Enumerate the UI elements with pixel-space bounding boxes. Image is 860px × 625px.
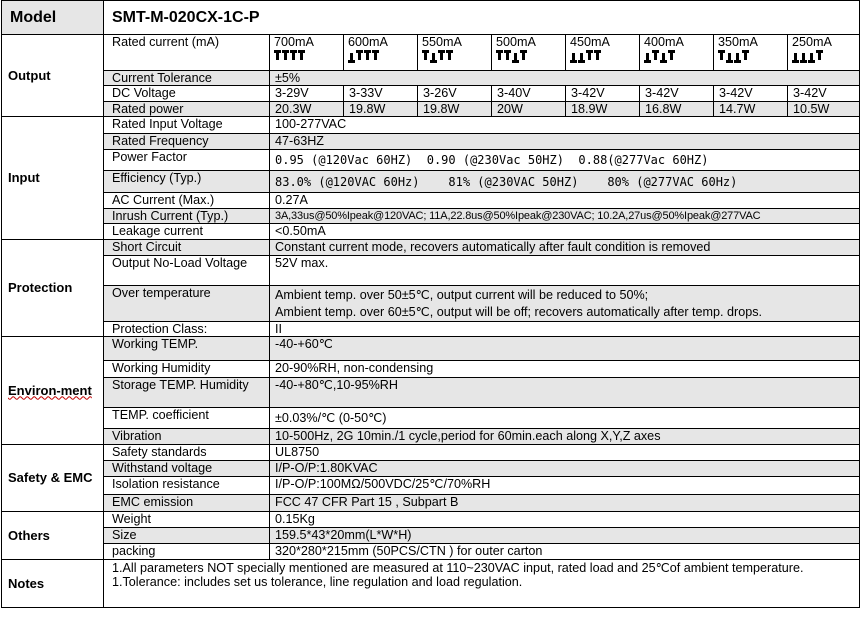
category-others: Others xyxy=(2,512,104,560)
dip-switch-position-icon xyxy=(586,50,592,63)
param-safety-standards: Safety standards xyxy=(104,445,270,461)
param-inrush-current: Inrush Current (Typ.) xyxy=(104,209,270,224)
category-safety-emc: Safety & EMC xyxy=(2,445,104,512)
param-vibration: Vibration xyxy=(104,429,270,445)
param-over-temperature: Over temperature xyxy=(104,286,270,322)
dip-switch-icon xyxy=(496,50,565,63)
note-line: 1.Tolerance: includes set us tolerance, line regulation and load regulation. xyxy=(112,575,523,589)
value-dc-voltage: 3-42V xyxy=(788,86,860,102)
category-environment-label: Environ-ment xyxy=(8,382,92,398)
value-dc-voltage: 3-33V xyxy=(344,86,418,102)
param-withstand-voltage: Withstand voltage xyxy=(104,461,270,477)
param-working-temp: Working TEMP. xyxy=(104,337,270,361)
value-withstand-voltage: I/P-O/P:1.80KVAC xyxy=(270,461,860,477)
value-rated-power: 16.8W xyxy=(640,102,714,117)
param-no-load-voltage: Output No-Load Voltage xyxy=(104,256,270,286)
param-working-humidity: Working Humidity xyxy=(104,361,270,378)
dip-switch-position-icon xyxy=(356,50,362,63)
dip-switch-position-icon xyxy=(290,50,296,63)
value-vibration: 10-500Hz, 2G 10min./1 cycle,period for 60min.each along X,Y,Z axes xyxy=(270,429,860,445)
dip-switch-position-icon xyxy=(438,50,444,63)
value-tolerance: ±5% xyxy=(270,71,860,86)
over-temp-line: Ambient temp. over 60±5℃, output will be off; recovers automatically after temp. drops. xyxy=(275,305,763,319)
dip-switch-position-icon xyxy=(274,50,280,63)
param-rated-current: Rated current (mA) xyxy=(104,35,270,71)
param-frequency: Rated Frequency xyxy=(104,134,270,150)
notes-content xyxy=(104,560,860,608)
value-rated-power: 20.3W xyxy=(270,102,344,117)
dip-switch-position-icon xyxy=(652,50,658,63)
model-label: Model xyxy=(2,1,104,35)
dip-switch-position-icon xyxy=(726,50,732,63)
value-safety-standards: UL8750 xyxy=(270,445,860,461)
param-isolation-resistance: Isolation resistance xyxy=(104,477,270,495)
value-dc-voltage: 3-42V xyxy=(566,86,640,102)
channel-label: 500mA xyxy=(496,35,536,49)
value-input-voltage: 100-277VAC xyxy=(270,117,860,134)
dip-switch-position-icon xyxy=(520,50,526,63)
dip-switch-position-icon xyxy=(734,50,740,63)
channel-cell xyxy=(418,35,492,71)
note-line: 1.All parameters NOT specially mentioned are measured at 110~230VAC input, rated load and 25℃of ambient temperature. xyxy=(112,561,804,575)
value-temp-coefficient: ±0.03%/℃ (0-50℃) xyxy=(270,408,860,429)
model-value: SMT-M-020CX-1C-P xyxy=(104,1,860,35)
dip-switch-position-icon xyxy=(512,50,518,63)
param-input-voltage: Rated Input Voltage xyxy=(104,117,270,134)
dip-switch-position-icon xyxy=(800,50,806,63)
value-rated-power: 10.5W xyxy=(788,102,860,117)
dip-switch-icon xyxy=(644,50,713,63)
channel-cell xyxy=(492,35,566,71)
value-rated-power: 19.8W xyxy=(344,102,418,117)
dip-switch-position-icon xyxy=(816,50,822,63)
dip-switch-position-icon xyxy=(496,50,502,63)
param-size: Size xyxy=(104,528,270,544)
value-rated-power: 20W xyxy=(492,102,566,117)
value-frequency: 47-63HZ xyxy=(270,134,860,150)
category-input: Input xyxy=(2,117,104,240)
param-protection-class: Protection Class: xyxy=(104,322,270,337)
dip-switch-position-icon xyxy=(446,50,452,63)
channel-cell xyxy=(714,35,788,71)
value-isolation-resistance: I/P-O/P:100MΩ/500VDC/25℃/70%RH xyxy=(270,477,860,495)
dip-switch-icon xyxy=(274,50,343,63)
value-dc-voltage: 3-26V xyxy=(418,86,492,102)
channel-label: 450mA xyxy=(570,35,610,49)
channel-label: 250mA xyxy=(792,35,832,49)
dip-switch-position-icon xyxy=(660,50,666,63)
dip-switch-position-icon xyxy=(298,50,304,63)
value-storage-temp: -40-+80℃,10-95%RH xyxy=(270,378,860,408)
dip-switch-position-icon xyxy=(718,50,724,63)
value-packing: 320*280*215mm (50PCS/CTN ) for outer carton xyxy=(270,544,860,560)
dip-switch-position-icon xyxy=(430,50,436,63)
value-working-humidity: 20-90%RH, non-condensing xyxy=(270,361,860,378)
value-rated-power: 18.9W xyxy=(566,102,640,117)
dip-switch-position-icon xyxy=(504,50,510,63)
channel-cell xyxy=(788,35,860,71)
dip-switch-icon xyxy=(348,50,417,63)
spec-table xyxy=(1,0,860,608)
dip-switch-position-icon xyxy=(742,50,748,63)
channel-label: 350mA xyxy=(718,35,758,49)
channel-cell xyxy=(566,35,640,71)
channel-cell xyxy=(344,35,418,71)
param-weight: Weight xyxy=(104,512,270,528)
dip-switch-position-icon xyxy=(792,50,798,63)
dip-switch-position-icon xyxy=(348,50,354,63)
value-inrush-current: 3A,33us@50%Ipeak@120VAC; 11A,22.8us@50%Ipeak@230VAC; 10.2A,27us@50%Ipeak@277VAC xyxy=(270,209,860,224)
value-size: 159.5*43*20mm(L*W*H) xyxy=(270,528,860,544)
param-packing: packing xyxy=(104,544,270,560)
dip-switch-position-icon xyxy=(808,50,814,63)
value-dc-voltage: 3-42V xyxy=(714,86,788,102)
dip-switch-position-icon xyxy=(372,50,378,63)
value-ac-current: 0.27A xyxy=(270,193,860,209)
dip-switch-position-icon xyxy=(578,50,584,63)
category-environment xyxy=(2,337,104,445)
param-leakage-current: Leakage current xyxy=(104,224,270,240)
category-output: Output xyxy=(2,35,104,117)
param-dc-voltage: DC Voltage xyxy=(104,86,270,102)
dip-switch-position-icon xyxy=(570,50,576,63)
value-rated-power: 14.7W xyxy=(714,102,788,117)
value-dc-voltage: 3-40V xyxy=(492,86,566,102)
channel-label: 600mA xyxy=(348,35,388,49)
value-protection-class: II xyxy=(270,322,860,337)
value-power-factor: 0.95 (@120Vac 60HZ) 0.90 (@230Vac 50HZ) 0.88(@277Vac 60HZ) xyxy=(270,150,860,171)
category-protection: Protection xyxy=(2,240,104,337)
param-rated-power: Rated power xyxy=(104,102,270,117)
value-leakage-current: <0.50mA xyxy=(270,224,860,240)
param-ac-current: AC Current (Max.) xyxy=(104,193,270,209)
param-efficiency: Efficiency (Typ.) xyxy=(104,171,270,193)
dip-switch-position-icon xyxy=(364,50,370,63)
value-dc-voltage: 3-42V xyxy=(640,86,714,102)
value-over-temperature xyxy=(270,286,860,322)
value-dc-voltage: 3-29V xyxy=(270,86,344,102)
param-power-factor: Power Factor xyxy=(104,150,270,171)
value-short-circuit: Constant current mode, recovers automatically after fault condition is removed xyxy=(270,240,860,256)
param-storage-temp: Storage TEMP. Humidity xyxy=(104,378,270,408)
param-short-circuit: Short Circuit xyxy=(104,240,270,256)
value-emc-emission: FCC 47 CFR Part 15 , Subpart B xyxy=(270,495,860,512)
dip-switch-icon xyxy=(718,50,787,63)
dip-switch-position-icon xyxy=(282,50,288,63)
value-weight: 0.15Kg xyxy=(270,512,860,528)
value-no-load-voltage: 52V max. xyxy=(270,256,860,286)
param-tolerance: Current Tolerance xyxy=(104,71,270,86)
value-efficiency: 83.0% (@120VAC 60Hz) 81% (@230VAC 50HZ) 80% (@277VAC 60Hz) xyxy=(270,171,860,193)
channel-label: 550mA xyxy=(422,35,462,49)
channel-label: 400mA xyxy=(644,35,684,49)
value-working-temp: -40-+60℃ xyxy=(270,337,860,361)
channel-label: 700mA xyxy=(274,35,314,49)
over-temp-line: Ambient temp. over 50±5℃, output current will be reduced to 50%; xyxy=(275,288,649,302)
value-rated-power: 19.8W xyxy=(418,102,492,117)
param-emc-emission: EMC emission xyxy=(104,495,270,512)
channel-cell xyxy=(640,35,714,71)
dip-switch-position-icon xyxy=(644,50,650,63)
dip-switch-position-icon xyxy=(668,50,674,63)
param-temp-coefficient: TEMP. coefficient xyxy=(104,408,270,429)
dip-switch-position-icon xyxy=(422,50,428,63)
dip-switch-icon xyxy=(792,50,859,63)
channel-cell xyxy=(270,35,344,71)
category-notes: Notes xyxy=(2,560,104,608)
dip-switch-icon xyxy=(422,50,491,63)
dip-switch-position-icon xyxy=(594,50,600,63)
dip-switch-icon xyxy=(570,50,639,63)
